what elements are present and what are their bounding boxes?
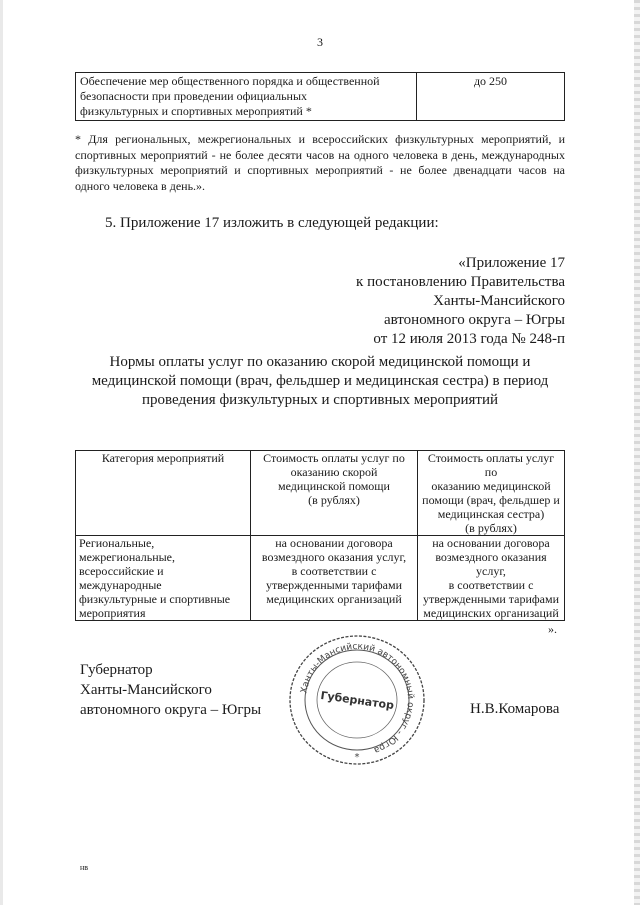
signatory-line: Ханты-Мансийского bbox=[80, 682, 212, 698]
header-line: Категория мероприятий bbox=[101, 451, 225, 465]
cell-line: международные bbox=[79, 578, 162, 592]
annex-header bbox=[300, 254, 565, 349]
table-row bbox=[76, 73, 565, 121]
measure-value: до 250 bbox=[473, 74, 508, 88]
header-line: помощи (врач, фельдшер и bbox=[422, 493, 560, 507]
cell-line: межрегиональные, bbox=[79, 550, 176, 564]
measure-description-cell bbox=[76, 73, 417, 121]
official-seal bbox=[282, 632, 432, 768]
cell-line: мероприятия bbox=[79, 606, 146, 620]
bottom-mark: нв bbox=[80, 863, 89, 872]
cell-line: утвержденными тарифами bbox=[422, 592, 560, 606]
header-line: Стоимость оплаты услуг по bbox=[427, 451, 555, 479]
ambulance-cost-cell bbox=[251, 536, 418, 621]
header-line: оказанию медицинской bbox=[431, 479, 551, 493]
page-number: 3 bbox=[317, 35, 323, 49]
signature-block bbox=[80, 660, 261, 720]
closing-quote: ». bbox=[548, 622, 557, 636]
cell-line: в соответствии с bbox=[291, 564, 377, 578]
measures-table bbox=[75, 72, 565, 121]
cell-line: медицинских организаций bbox=[423, 606, 559, 620]
annex-header-line: Ханты-Мансийского bbox=[433, 293, 565, 309]
cell-line: медицинских организаций bbox=[266, 592, 402, 606]
cell-line: на основании договора bbox=[432, 536, 550, 550]
measure-description-line: физкультурных и спортивных мероприятий * bbox=[80, 104, 312, 118]
cell-line: возмездного оказания услуг, bbox=[435, 550, 547, 578]
footnote: * Для региональных, межрегиональных и всероссийских физкультурных мероприятий, и спортивных мероприятий - не более десяти часов на одного человека в день, международных физкультурных мероприятий и спортивных мероприятий - не более двенадцати часов на одного человека в день.». bbox=[75, 132, 565, 193]
title-line: Нормы оплаты услуг по оказанию скорой медицинской помощи и bbox=[109, 354, 531, 370]
seal-star: * bbox=[354, 752, 360, 763]
amendment-item: 5. Приложение 17 изложить в следующей редакции: bbox=[105, 215, 439, 231]
document-title bbox=[75, 353, 565, 410]
cell-line: всероссийские и bbox=[79, 564, 164, 578]
signatory-line: автономного округа – Югры bbox=[80, 702, 262, 718]
annex-header-line: «Приложение 17 bbox=[458, 255, 565, 271]
header-line: (в рублях) bbox=[465, 521, 517, 535]
annex-header-line: автономного округа – Югры bbox=[383, 312, 565, 328]
annex-header-line: от 12 июля 2013 года № 248-п bbox=[373, 331, 565, 347]
measure-value-cell bbox=[417, 73, 565, 121]
cell-line: возмездного оказания услуг, bbox=[261, 550, 407, 564]
cell-line: в соответствии с bbox=[448, 578, 534, 592]
table-header-row bbox=[76, 451, 565, 536]
seal-center-text: Губернатор bbox=[319, 688, 395, 713]
measure-description-line: Обеспечение мер общественного порядка и общественной bbox=[80, 74, 380, 88]
cell-line: утвержденными тарифами bbox=[265, 578, 403, 592]
scan-edge-left bbox=[0, 0, 3, 905]
header-line: медицинской помощи bbox=[278, 479, 390, 493]
signatory-line: Губернатор bbox=[80, 662, 153, 678]
seal-ring-textpath: Ханты-Мансийский автономный округ - Югра bbox=[299, 641, 416, 755]
measure-description-line: безопасности при проведении официальных bbox=[80, 89, 308, 103]
header-line: (в рублях) bbox=[308, 493, 360, 507]
annex-header-line: к постановлению Правительства bbox=[356, 274, 565, 290]
header-line: оказанию скорой bbox=[290, 465, 378, 479]
payment-norms-table bbox=[75, 450, 565, 621]
cell-line: физкультурные и спортивные bbox=[79, 592, 231, 606]
header-ambulance-cost bbox=[251, 451, 418, 536]
category-cell bbox=[76, 536, 251, 621]
header-line: Стоимость оплаты услуг по bbox=[263, 451, 405, 465]
title-line: медицинской помощи (врач, фельдшер и медицинская сестра) в период bbox=[91, 373, 549, 389]
header-category bbox=[76, 451, 251, 536]
cell-line: на основании договора bbox=[275, 536, 393, 550]
medical-cost-cell bbox=[418, 536, 565, 621]
signatory-name: Н.В.Комарова bbox=[470, 701, 560, 717]
header-medical-cost bbox=[418, 451, 565, 536]
cell-line: Региональные, bbox=[79, 536, 155, 550]
table-row bbox=[76, 536, 565, 621]
scan-edge-right bbox=[634, 0, 640, 905]
title-line: проведения физкультурных и спортивных мероприятий bbox=[141, 392, 499, 408]
header-line: медицинская сестра) bbox=[437, 507, 545, 521]
